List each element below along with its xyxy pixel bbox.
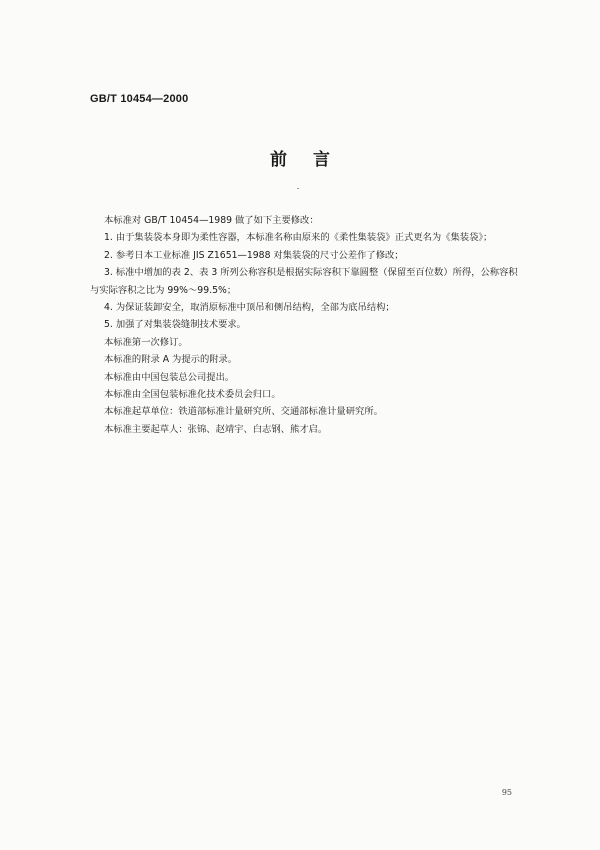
standard-code: GB/T 10454—2000: [90, 93, 189, 105]
drafters: 本标准主要起草人：张锦、赵靖宇、白志钢、熊才启。: [104, 423, 328, 435]
revision-item-2: 2. 参考日本工业标准 JIS Z1651—1988 对集装袋的尺寸公差作了修改；: [104, 249, 404, 261]
committee-note: 本标准由全国包装标准化技术委员会归口。: [104, 389, 281, 401]
scan-speck: [297, 188, 299, 189]
revision-item-4: 4. 为保证装卸安全，取消原标准中顶吊和侧吊结构，全部为底吊结构；: [104, 302, 395, 314]
page-title: 前言: [270, 150, 356, 170]
revision-item-3: 3. 标准中增加的表 2、表 3 所列公称容积是根据实际容积下靠圆整（保留至百位数）所得，公称容积: [104, 267, 518, 279]
proposer-note: 本标准由中国包装总公司提出。: [104, 371, 235, 383]
intro-line: 本标准对 GB/T 10454—1989 做了如下主要修改：: [104, 215, 319, 226]
drafting-units: 本标准起草单位：铁道部标准计量研究所、交通部标准计量研究所。: [104, 406, 383, 418]
revision-item-1: 1. 由于集装袋本身即为柔性容器，本标准名称由原来的《柔性集装袋》正式更名为《集装袋》；: [104, 232, 493, 244]
revision-item-5: 5. 加强了对集装袋缝制技术要求。: [104, 319, 246, 331]
revision-note: 本标准第一次修订。: [104, 336, 188, 348]
foreword-body: [90, 212, 520, 438]
page-number: 95: [501, 788, 512, 797]
appendix-note: 本标准的附录 A 为提示的附录。: [104, 354, 238, 366]
revision-item-3-continued: 与实际容积之比为 99%～99.5%；: [90, 284, 237, 296]
